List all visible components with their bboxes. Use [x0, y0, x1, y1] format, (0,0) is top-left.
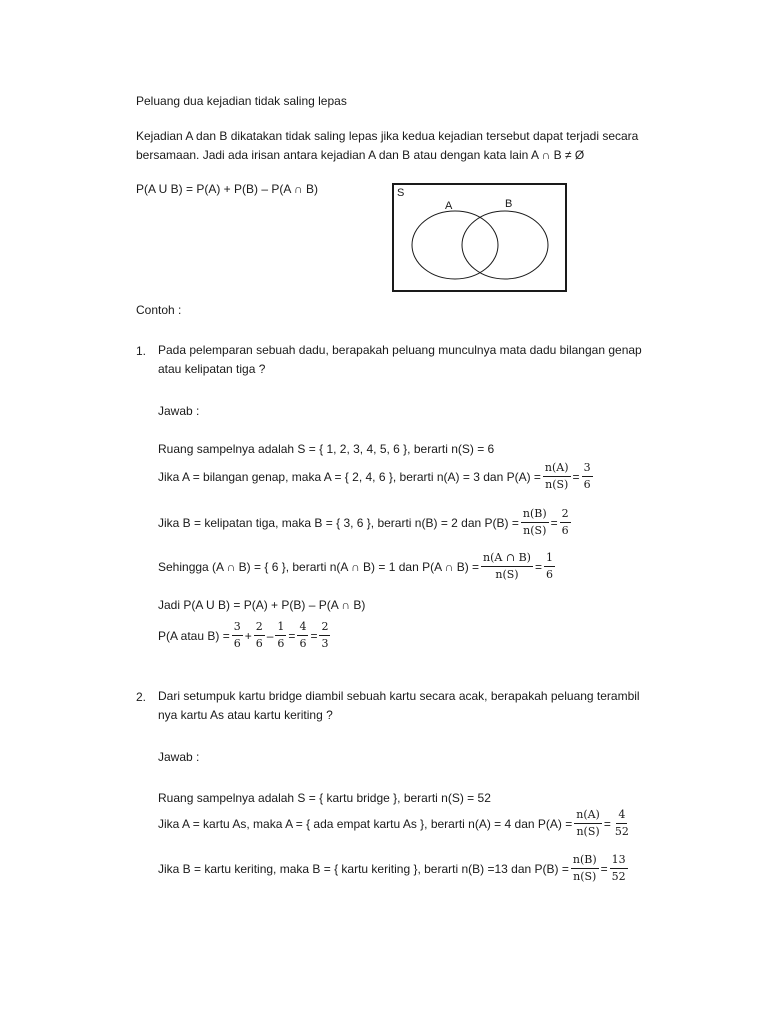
ex1-prob-b-text: Jika B = kelipatan tiga, maka B = { 3, 6 }, berarti n(B) = 2 dan P(B) = [158, 515, 519, 530]
venn-label-b: B [505, 198, 513, 210]
ex1-prob-ab: Sehingga (A ∩ B) = { 6 }, berarti n(A ∩ B) = 1 dan P(A ∩ B) = $\frac{n(A \cap B)}{n(S)}$ = $\frac{1}{6}$ [158, 551, 553, 581]
ex1-result: P(A atau B) = $\frac{3}{6}$ + $\frac{2}{6}$ – $\frac{1}{6}$ = $\frac{4}{6}$ = $\frac{2}{3}$ [158, 620, 329, 650]
ex1-jawab: Jawab : [158, 404, 200, 418]
ex2-question-line2: nya kartu As atau kartu keriting ? [158, 708, 333, 722]
venn-circle-b [462, 211, 548, 279]
ex2-jawab: Jawab : [158, 750, 200, 764]
ex2-prob-b: Jika B = kartu keriting, maka B = { kartu keriting }, berarti n(B) =13 dan P(B) = $\frac{n(B)}{n(S)}$ = $\frac{13}{52}$ [158, 853, 626, 883]
intro-paragraph: Kejadian A dan B dikatakan tidak saling lepas jika kedua kejadian tersebut dapat terjadi secara bersamaan. Jadi ada irisan antara kejadian A dan B atau dengan kata lain A ∩ B ≠ Ø [136, 129, 639, 162]
ex2-prob-b-value: $\frac{13}{52}$ [611, 853, 626, 883]
ex1-prob-ab-value: $\frac{1}{6}$ [545, 551, 553, 581]
venn-label-s: S [397, 187, 405, 199]
ex1-prob-a-value: $\frac{3}{6}$ [583, 461, 591, 491]
venn-diagram [392, 183, 568, 293]
ex2-question-line1: Dari setumpuk kartu bridge diambil sebuah kartu secara acak, berapakah peluang terambil [158, 689, 640, 703]
page-title: Peluang dua kejadian tidak saling lepas [136, 94, 347, 108]
ex1-prob-a-formula: $\frac{n(A)}{n(S)}$ [544, 461, 569, 491]
ex1-question-line1: Pada pelemparan sebuah dadu, berapakah peluang munculnya mata dadu bilangan genap [158, 343, 642, 357]
ex2-ruang-sampel: Ruang sampelnya adalah S = { kartu bridge }, berarti n(S) = 52 [158, 791, 491, 805]
venn-label-a: A [445, 200, 453, 212]
contoh-label: Contoh : [136, 303, 182, 317]
ex1-prob-ab-text: Sehingga (A ∩ B) = { 6 }, berarti n(A ∩ B) = 1 dan P(A ∩ B) = [158, 559, 480, 574]
ex2-prob-a-text: Jika A = kartu As, maka A = { ada empat kartu As }, berarti n(A) = 4 dan P(A) = [158, 816, 573, 831]
ex1-number: 1. [136, 344, 147, 358]
venn-circle-a [412, 211, 498, 279]
ex2-prob-a: Jika A = kartu As, maka A = { ada empat kartu As }, berarti n(A) = 4 dan P(A) = $\frac{n(A)}{n(S)}$ = $\frac{4}{52}$ [158, 808, 629, 838]
ex2-prob-b-text: Jika B = kartu keriting, maka B = { kartu keriting }, berarti n(B) =13 dan P(B) = [158, 861, 569, 876]
ex1-result-text: P(A atau B) = [158, 628, 230, 643]
ex1-prob-a-text: Jika A = bilangan genap, maka A = { 2, 4, 6 }, berarti n(A) = 3 dan P(A) = [158, 469, 541, 484]
ex1-prob-ab-formula: $\frac{n(A \cap B)}{n(S)}$ [483, 551, 531, 581]
ex1-question-line2: atau kelipatan tiga ? [158, 362, 266, 376]
ex1-ruang-sampel: Ruang sampelnya adalah S = { 1, 2, 3, 4, 5, 6 }, berarti n(S) = 6 [158, 442, 495, 456]
union-formula: P(A U B) = P(A) + P(B) – P(A ∩ B) [136, 182, 319, 196]
ex2-prob-a-formula: $\frac{n(A)}{n(S)}$ [576, 808, 600, 838]
ex1-prob-b-value: $\frac{2}{6}$ [561, 507, 569, 537]
ex2-prob-a-value: $\frac{4}{52}$ [614, 808, 629, 838]
ex2-number: 2. [136, 690, 147, 704]
venn-universe-box [393, 184, 566, 291]
ex2-prob-b-formula: $\frac{n(B)}{n(S)}$ [572, 853, 597, 883]
ex1-prob-b-formula: $\frac{n(B)}{n(S)}$ [522, 507, 547, 537]
ex1-prob-b: Jika B = kelipatan tiga, maka B = { 3, 6 }, berarti n(B) = 2 dan P(B) = $\frac{n(B)}{n(S)}$ = $\frac{2}{6}$ [158, 507, 569, 537]
ex1-jadi: Jadi P(A U B) = P(A) + P(B) – P(A ∩ B) [158, 598, 366, 612]
ex1-prob-a: Jika A = bilangan genap, maka A = { 2, 4, 6 }, berarti n(A) = 3 dan P(A) = $\frac{n(A)}{n(S)}$ = $\frac{3}{6}$ [158, 461, 591, 491]
